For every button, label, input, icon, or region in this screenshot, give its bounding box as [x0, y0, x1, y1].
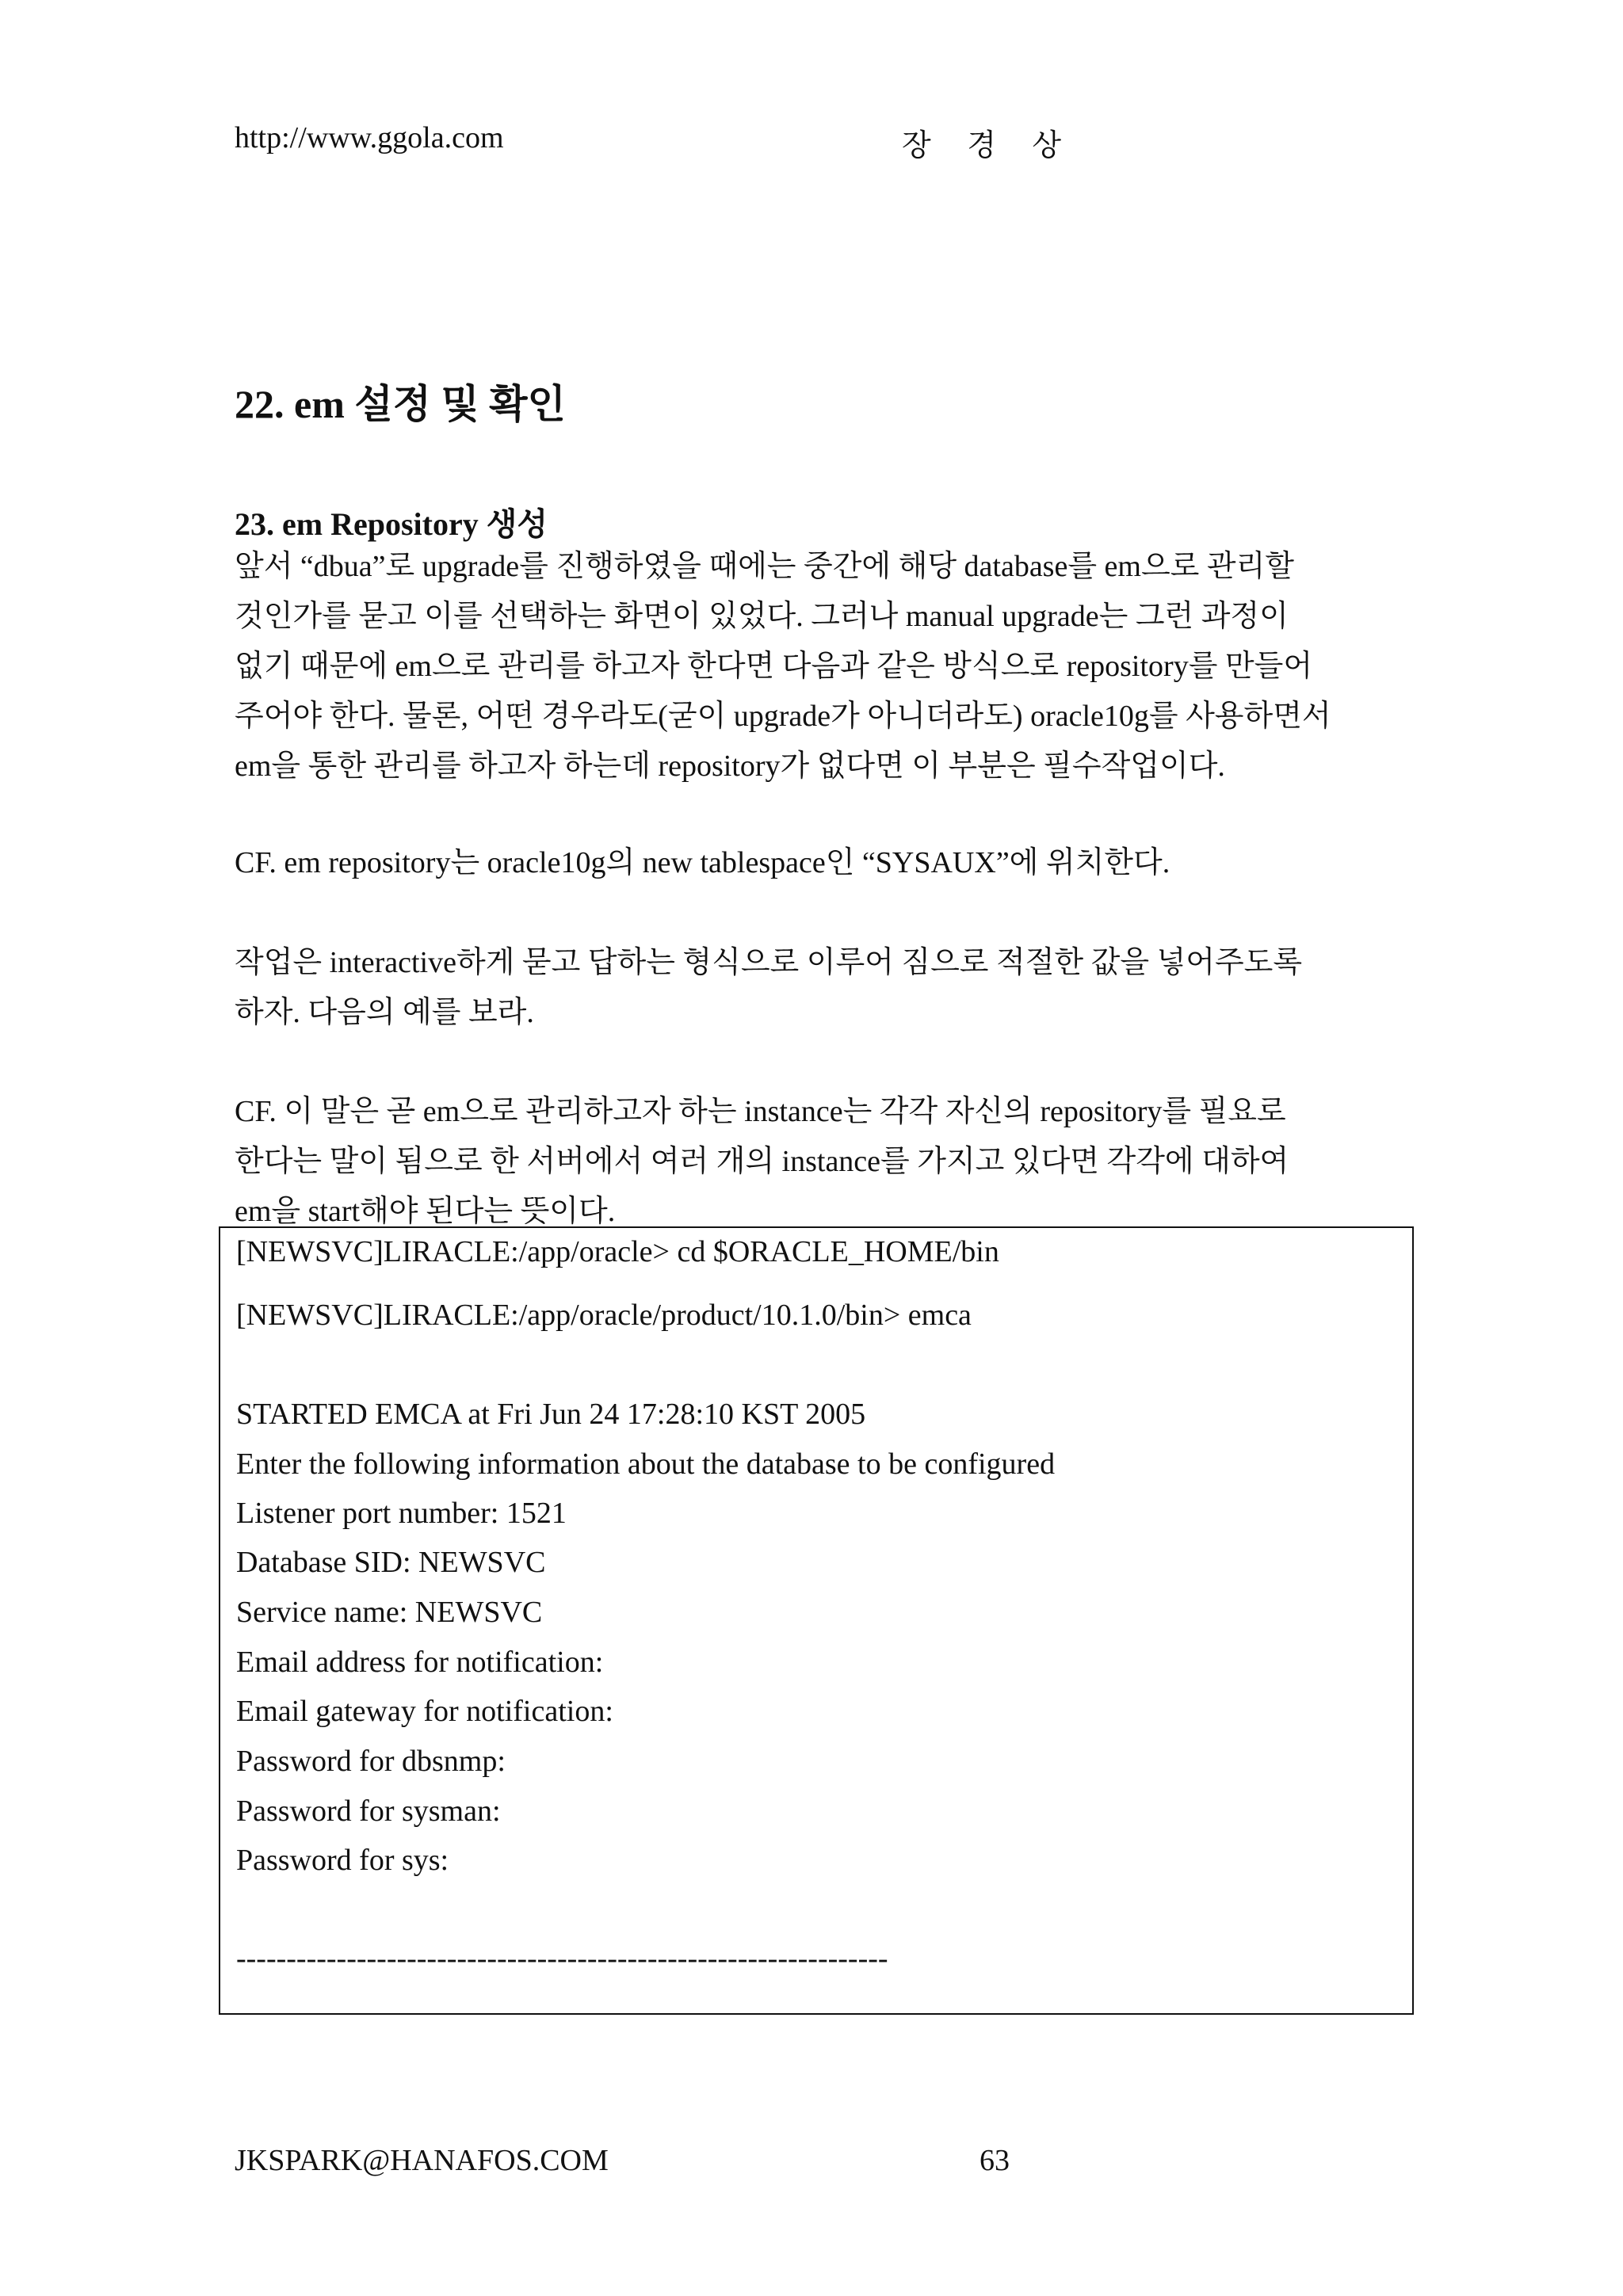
subsection-title: 23. em Repository 생성 [235, 506, 548, 542]
paragraph-note-instance: CF. 이 말은 곧 em으로 관리하고자 하는 instance는 각각 자신의 repository를 필요로 한다는 말이 됨으로 한 서버에서 여러 개의 instance를 가지고 있다면 각각에 대하여 em을 start해야 된다는 뜻이다. [235, 1095, 1289, 1228]
section-title: 22. em 설정 및 확인 [235, 382, 566, 426]
code-line: Enter the following information about the database to be configured [236, 1447, 1056, 1481]
paragraph-note-sysaux: CF. em repository는 oracle10g의 new tablespace인 “SYSAUX”에 위치한다. [235, 846, 1170, 879]
code-line: STARTED EMCA at Fri Jun 24 17:28:10 KST 2005 [236, 1398, 866, 1431]
code-line: Email gateway for notification: [236, 1695, 613, 1728]
footer-email: JKSPARK@HANAFOS.COM [235, 2144, 609, 2177]
code-line: [NEWSVC]LIRACLE:/app/oracle/product/10.1.0/bin> emca [236, 1299, 972, 1332]
code-example-box [219, 1226, 1414, 2015]
page-number: 63 [980, 2144, 1010, 2177]
code-line: Database SID: NEWSVC [236, 1546, 546, 1579]
code-line: [NEWSVC]LIRACLE:/app/oracle> cd $ORACLE_HOME/bin [236, 1235, 999, 1268]
code-line: Password for sysman: [236, 1794, 501, 1828]
code-separator-line: ----------------------------------------------------------------- [236, 1942, 888, 1975]
header-author: 장 경 상 [902, 129, 1076, 162]
paragraph-interactive: 작업은 interactive하게 묻고 답하는 형식으로 이루어 짐으로 적절한 값을 넣어주도록 하자. 다음의 예를 보라. [235, 946, 1303, 1029]
paragraph-intro: 앞서 “dbua”로 upgrade를 진행하였을 때에는 중간에 해당 database를 em으로 관리할 것인가를 묻고 이를 선택하는 화면이 있었다. 그러나 manual upgrade는 그런 과정이 없기 때문에 em으로 관리를 하고자 한다면 다음과 같은 방식으로 repository를 만들어 주어야 한다. 물론, 어떤 경우라도(굳이 upgrade가 아니더라도) oracle10g를 사용하면서 em을 통한 관리를 하고자 하는데 repository가 없다면 이 부분은 필수작업이다. [235, 550, 1331, 783]
code-line: Password for dbsnmp: [236, 1745, 506, 1778]
code-line: Service name: NEWSVC [236, 1596, 543, 1629]
code-line: Listener port number: 1521 [236, 1497, 567, 1530]
code-line: Password for sys: [236, 1844, 449, 1877]
header-url: http://www.ggola.com [235, 121, 504, 154]
code-line: Email address for notification: [236, 1646, 604, 1679]
